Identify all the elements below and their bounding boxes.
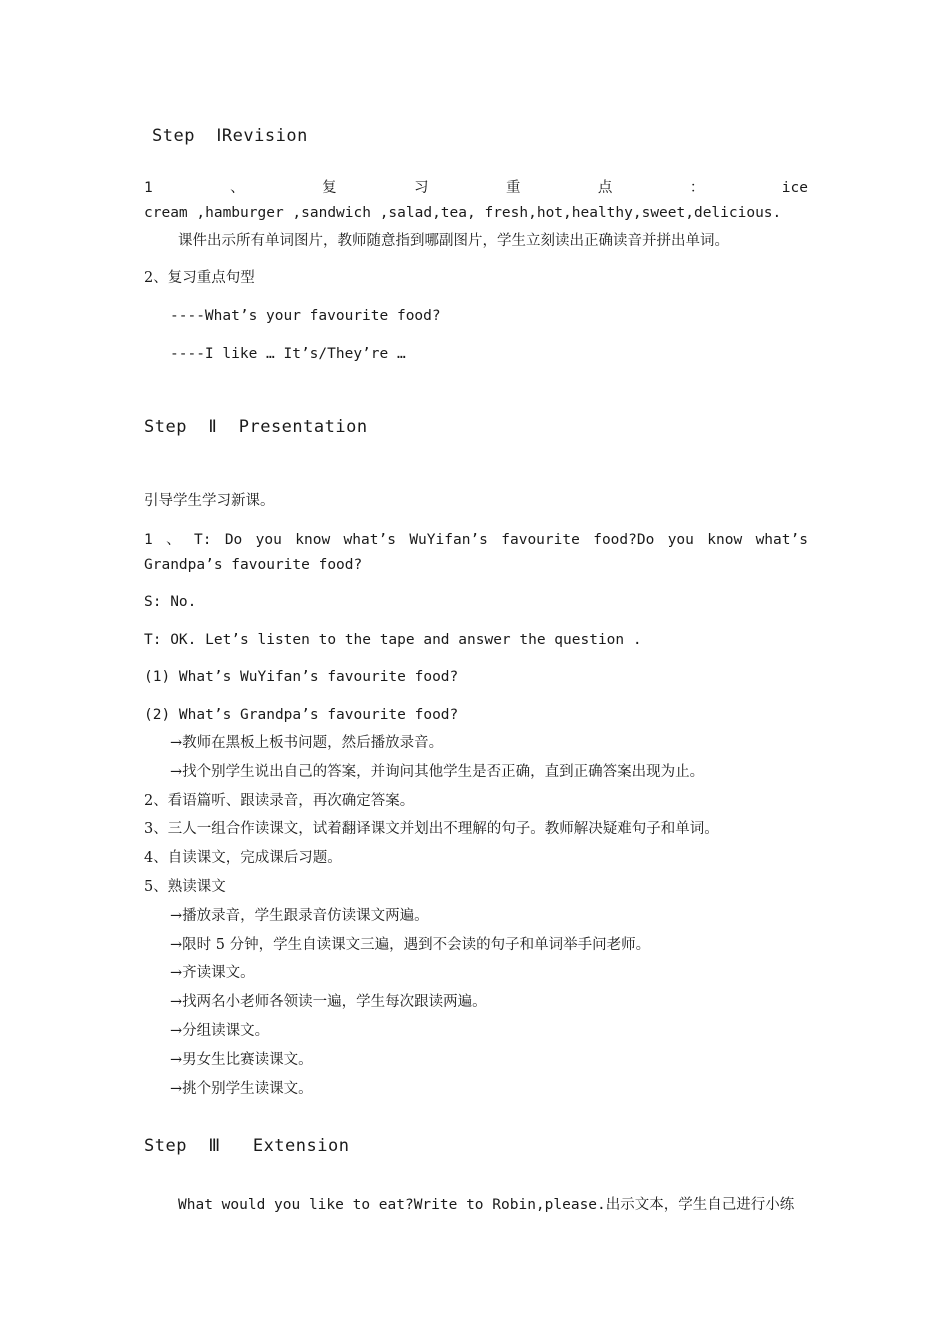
- step2-item1-line1: [144, 530, 808, 550]
- token: 、: [166, 532, 181, 548]
- step1-item2-title: 2、复习重点句型: [144, 270, 255, 286]
- token: know: [295, 532, 331, 548]
- token: food?Do: [593, 532, 655, 548]
- token: 1: [144, 532, 153, 548]
- step2-dialog-s: S: No.: [144, 594, 197, 610]
- step2-item5-step: →播放录音，学生跟录音仿读课文两遍。: [170, 908, 429, 924]
- step2-question1: (1) What’s WuYifan’s favourite food?: [144, 669, 459, 685]
- step1-pattern1: ----What’s your favourite food?: [170, 308, 441, 324]
- step2-item4: 4、自读课文，完成课后习题。: [144, 850, 342, 866]
- step2-arrow2: →找个别学生说出自己的答案，并询问其他学生是否正确，直到正确答案出现为止。: [170, 764, 705, 780]
- step2-item5-step: →分组读课文。: [170, 1023, 270, 1039]
- token: favourite: [501, 532, 580, 548]
- step2-item5-step: →限时 5 分钟，学生自读课文三遍，遇到不会读的句子和单词举手问老师。: [170, 937, 651, 953]
- step2-item1-line2: Grandpa’s favourite food?: [144, 557, 363, 573]
- step2-item5-step: →男女生比赛读课文。: [170, 1052, 313, 1068]
- token: ：: [689, 180, 705, 196]
- token: Do: [224, 532, 243, 548]
- step2-item5-step: →找两名小老师各领读一遍，学生每次跟读两遍。: [170, 994, 487, 1010]
- token: what’s: [755, 532, 808, 548]
- step2-heading: Step Ⅱ Presentation: [144, 417, 368, 437]
- step1-heading: Step ⅠRevision: [152, 126, 308, 146]
- step2-item5: 5、熟读课文: [144, 879, 226, 895]
- step3-heading: Step Ⅲ Extension: [144, 1136, 350, 1156]
- token: T:: [193, 532, 212, 548]
- token: 1: [144, 180, 153, 196]
- step1-item1-note: 课件出示所有单词图片，教师随意指到哪副图片，学生立刻读出正确读音并拼出单词。: [178, 233, 729, 249]
- token: ice: [781, 180, 808, 196]
- step2-item2: 2、看语篇听、跟读录音，再次确定答案。: [144, 793, 415, 809]
- token: 复: [322, 180, 337, 196]
- step3-text: What would you like to eat?Write to Robin,please.出示文本，学生自己进行小练: [178, 1197, 795, 1213]
- step2-question2: (2) What’s Grandpa’s favourite food?: [144, 707, 459, 723]
- step2-dialog-t: T: OK. Let’s listen to the tape and answer the question .: [144, 632, 642, 648]
- step1-item1-line1: [144, 178, 808, 198]
- step2-item5-step: →挑个别学生读课文。: [170, 1081, 313, 1097]
- token: 重: [505, 180, 521, 196]
- token: 、: [230, 180, 245, 196]
- step2-item5-step: →齐读课文。: [170, 965, 255, 981]
- token: WuYifan’s: [409, 532, 488, 548]
- token: 习: [414, 180, 429, 196]
- token: what’s: [343, 532, 396, 548]
- step2-intro: 引导学生学习新课。: [144, 493, 275, 509]
- step2-item3: 3、三人一组合作读课文，试着翻译课文并划出不理解的句子。教师解决疑难句子和单词。: [144, 821, 719, 837]
- step2-arrow1: →教师在黑板上板书问题，然后播放录音。: [170, 735, 444, 751]
- token: know: [707, 532, 743, 548]
- step1-item1-line2: cream ,hamburger ,sandwich ,salad,tea, fresh,hot,healthy,sweet,delicious.: [144, 205, 782, 221]
- token: you: [667, 532, 694, 548]
- token: 点: [597, 180, 613, 196]
- step1-pattern2: ----I like … It’s/They’re …: [170, 346, 406, 362]
- token: you: [255, 532, 282, 548]
